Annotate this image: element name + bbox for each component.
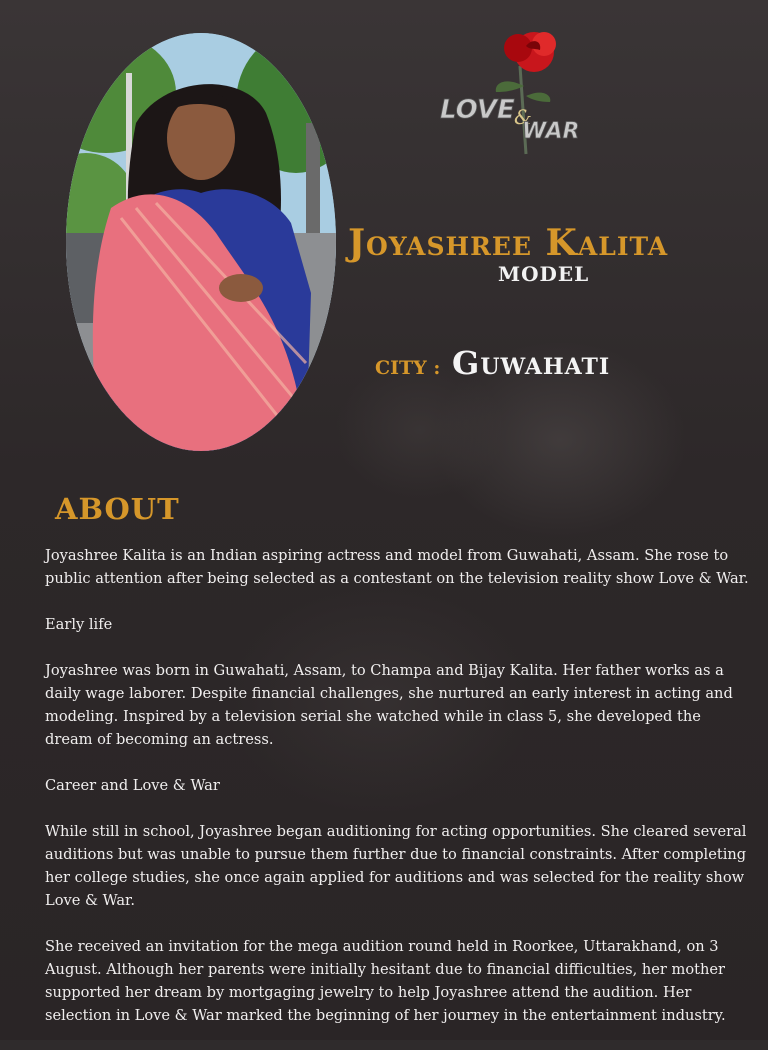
portrait-image [66,33,336,451]
logo-amp-text: & [514,105,532,129]
about-heading: ABOUT [55,492,180,526]
profile-role: MODEL [498,262,590,286]
love-and-war-logo [434,26,604,158]
logo-love-text: LOVE [440,95,515,125]
career-heading: Career and Love & War [45,777,220,794]
profile-photo [66,33,336,451]
early-life-paragraph: Joyashree was born in Guwahati, Assam, to Champa and Bijay Kalita. Her father works as a daily wage laborer. Despite financial challenges, she nurtured an early interest in acting and modeling. Inspired by a television serial she watched while in class 5, she developed the dream of becoming an actress. [45,662,733,748]
city-value: Guwahati [452,344,611,382]
early-life-heading: Early life [45,616,113,633]
city-label: CITY : [375,357,441,379]
career-paragraph-2: She received an invitation for the mega audition round held in Roorkee, Uttarakhand, on 3 August. Although her parents were initially hesitant due to financial difficulties, her mother supported her dream by mortgaging jewelry to help Joyashree attend the audition. Her selection in Love & War marked the beginning of her journey in the entertainment industry. [45,938,726,1024]
about-content [45,544,750,1050]
about-intro: Joyashree Kalita is an Indian aspiring actress and model from Guwahati, Assam. She rose to public attention after being selected as a contestant on the television reality show Love & War. [45,547,749,587]
profile-name: Joyashree Kalita [348,222,669,264]
career-paragraph-1: While still in school, Joyashree began auditioning for acting opportunities. She cleared several auditions but was unable to pursue them further due to financial constraints. After completing her college studies, she once again applied for auditions and was selected for the reality show Love & War. [45,823,747,909]
logo-war-text: WAR [522,119,580,144]
